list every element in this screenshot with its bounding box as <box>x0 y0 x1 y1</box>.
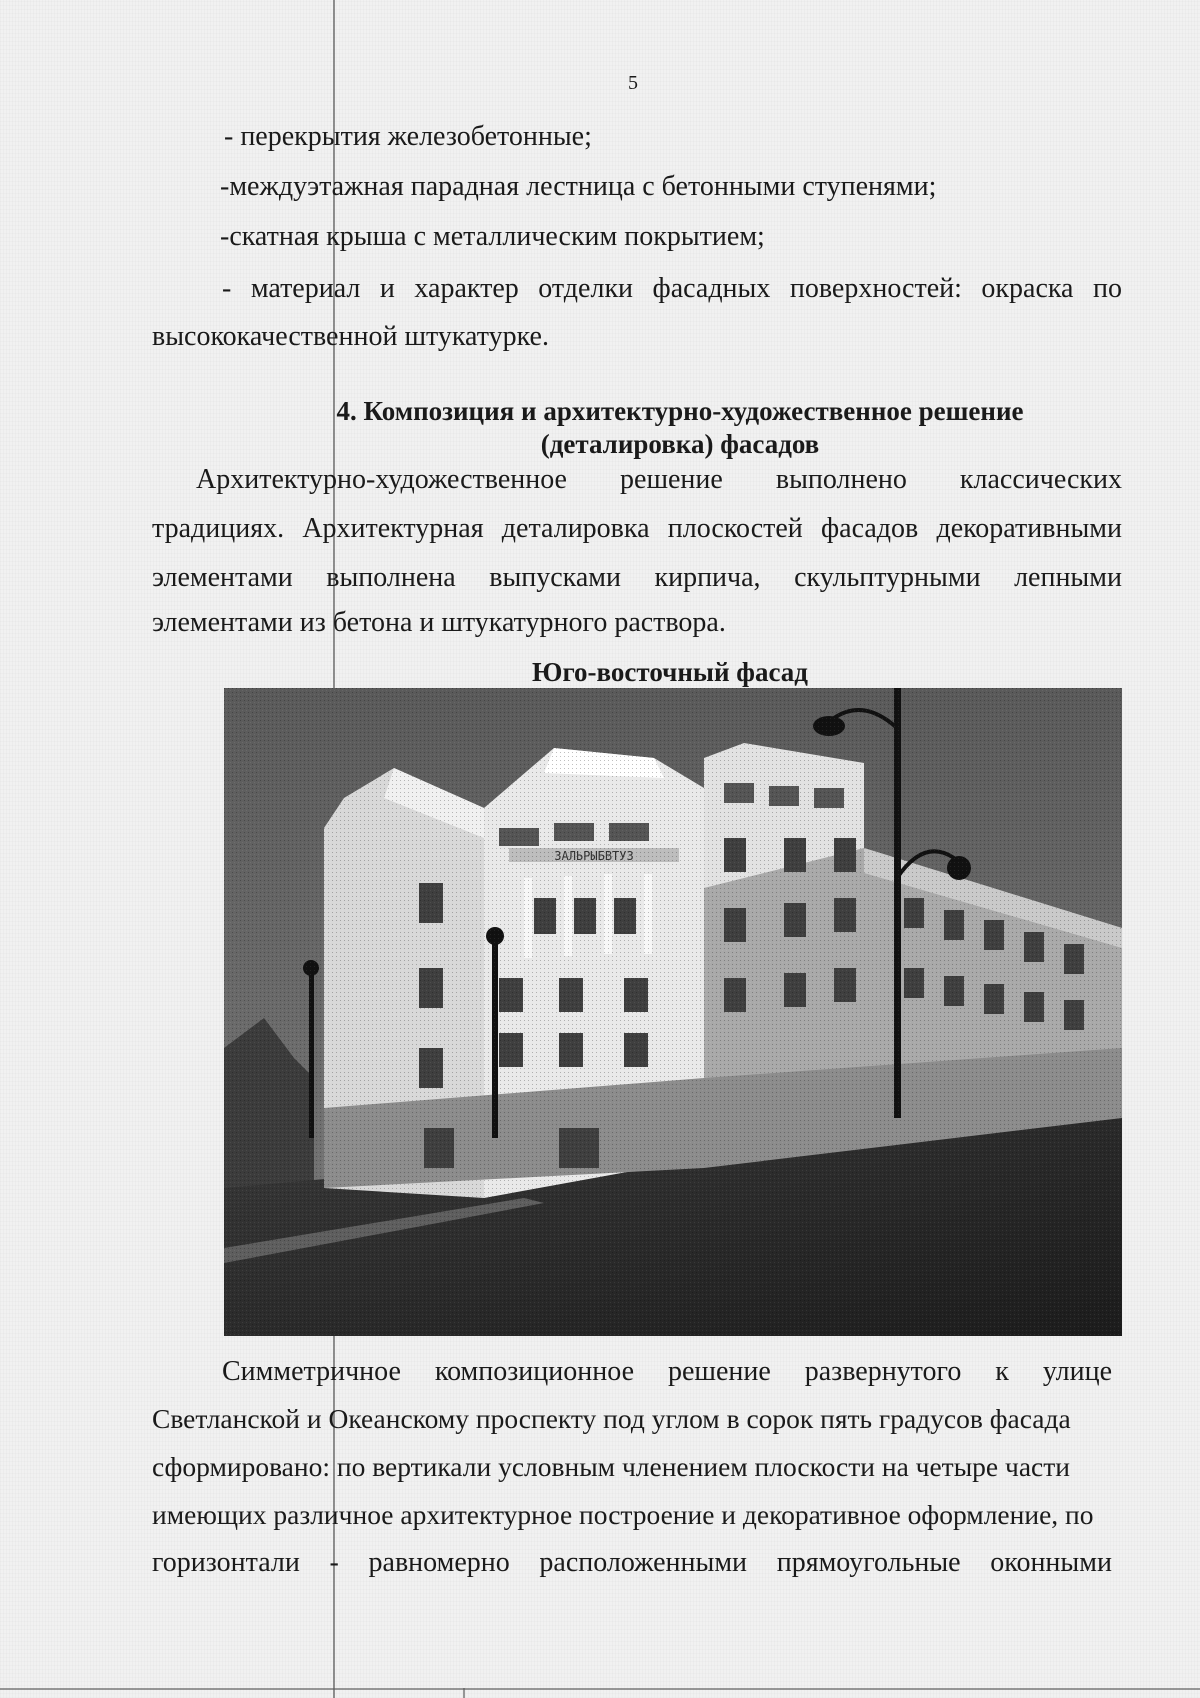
word: оконными <box>990 1547 1112 1578</box>
word: Архитектурно-художественное <box>196 464 567 495</box>
scan-artifact-bottom-line <box>0 1688 1200 1690</box>
word: декоративными <box>936 513 1122 544</box>
paragraph-1-line-4: элементами из бетона и штукатурного раствора. <box>152 607 726 638</box>
paragraph-1-line-3 <box>152 561 1122 595</box>
word: лепными <box>1014 562 1122 593</box>
word: выпусками <box>489 562 621 593</box>
section-heading-line-1: 4. Композиция и архитектурно-художественное решение <box>336 396 1024 426</box>
word: равномерно <box>368 1547 510 1578</box>
section-heading-line-2: (деталировка) фасадов <box>540 429 820 459</box>
page-number: 5 <box>628 72 638 94</box>
paragraph-2-line-2: Светланской и Океанскому проспекту под углом в сорок пять градусов фасада <box>152 1403 1071 1434</box>
word: к <box>995 1356 1009 1387</box>
building-illustration <box>224 688 1122 1336</box>
paragraph-1-line-1 <box>196 463 1122 497</box>
list-item-2: -междуэтажная парадная лестница с бетонными ступенями; <box>220 171 937 202</box>
word: традициях. <box>152 513 285 544</box>
word: Симметричное <box>222 1356 401 1387</box>
word: улице <box>1042 1356 1112 1387</box>
paragraph-2-line-1 <box>222 1355 1112 1389</box>
paragraph-1-line-2 <box>152 512 1122 546</box>
word: расположенными <box>539 1547 748 1578</box>
word: и <box>379 273 395 304</box>
facade-photo <box>224 688 1122 1336</box>
word: выполнена <box>326 562 456 593</box>
word: по <box>1093 273 1122 304</box>
word: - <box>329 1547 339 1578</box>
word: классических <box>959 464 1122 495</box>
word: деталировка <box>501 513 650 544</box>
list-item-4 <box>222 272 1122 306</box>
word: окраска <box>981 273 1074 304</box>
word: скульптурными <box>794 562 981 593</box>
paragraph-2-line-3: сформировано: по вертикали условным членением плоскости на четыре части <box>152 1451 1070 1482</box>
word: композиционное <box>434 1356 634 1387</box>
word: прямоугольные <box>776 1547 961 1578</box>
word: плоскостей <box>667 513 803 544</box>
word: фасадных <box>652 273 771 304</box>
word: отделки <box>538 273 634 304</box>
word: элементами <box>152 562 293 593</box>
word: - <box>222 273 232 304</box>
word: кирпича, <box>654 562 761 593</box>
paragraph-2-line-4: имеющих различное архитектурное построение и декоративное оформление, по <box>152 1499 1094 1530</box>
word: характер <box>414 273 519 304</box>
list-item-4-continuation: высококачественной штукатурке. <box>152 321 549 352</box>
list-item-3: -скатная крыша с металлическим покрытием; <box>220 221 765 252</box>
word: фасадов <box>821 513 919 544</box>
word: материал <box>250 273 361 304</box>
word: решение <box>620 464 723 495</box>
word: развернутого <box>804 1356 962 1387</box>
word: поверхностей: <box>789 273 962 304</box>
scan-artifact-tick <box>463 1688 465 1698</box>
figure-caption: Юго-восточный фасад <box>532 657 808 687</box>
word: выполнено <box>775 464 907 495</box>
word: Архитектурная <box>302 513 484 544</box>
word: горизонтали <box>152 1547 300 1578</box>
paragraph-2-line-5 <box>152 1546 1112 1580</box>
word: решение <box>667 1356 771 1387</box>
list-item-1: - перекрытия железобетонные; <box>224 121 592 152</box>
